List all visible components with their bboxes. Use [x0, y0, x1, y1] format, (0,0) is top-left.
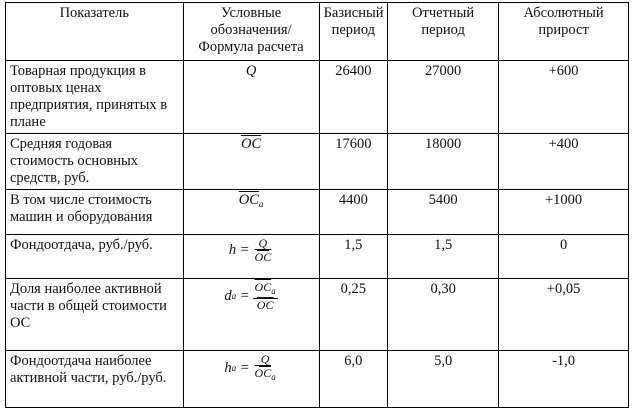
formula: h = $\frac{Q}{OC}$	[228, 236, 272, 264]
row-formula	[183, 351, 319, 408]
formula-lhs: h	[228, 242, 237, 258]
formula-denominator: $\overline{OC}_a$	[254, 366, 276, 382]
formula-lhs-subscript: a	[231, 291, 237, 301]
formula: h a = $\frac{Q}{\overline{OC}_a}$	[224, 352, 276, 382]
row-report: 1,5	[388, 235, 499, 279]
formula-lhs: d	[224, 288, 232, 304]
row-report: 0,30	[388, 279, 499, 351]
formula-numerator: Q	[260, 352, 270, 366]
formula-numerator: $\overline{OC}_a$	[253, 281, 278, 299]
formula-fraction	[253, 237, 274, 264]
symbol-text: Q	[245, 63, 257, 79]
row-report: 27000	[388, 61, 499, 134]
table-row	[6, 235, 629, 279]
header-report-period: Отчетный период	[388, 3, 499, 61]
table-row	[6, 351, 629, 408]
formula-denominator: OC	[256, 298, 274, 312]
header-absolute-growth: Абсолютный прирост	[499, 3, 629, 61]
row-report: 5,0	[388, 351, 499, 408]
row-base: 26400	[319, 61, 388, 134]
formula-fraction	[253, 281, 278, 312]
row-name: Доля наиболее активной части в общей стоимости ОС	[6, 279, 184, 351]
formula-lhs-subscript: a	[231, 363, 237, 373]
row-base: 1,5	[319, 235, 388, 279]
row-formula	[183, 235, 319, 279]
symbol-text: $\overline{OC}$	[238, 192, 259, 208]
row-base: 6,0	[319, 351, 388, 408]
row-report: 5400	[388, 190, 499, 235]
row-growth: +0,05	[499, 279, 629, 351]
row-name: Средняя годовая стоимость основных средств, руб.	[6, 134, 184, 190]
row-growth: +1000	[499, 190, 629, 235]
row-formula	[183, 279, 319, 351]
formula-denominator: OC	[254, 250, 272, 264]
row-base: 17600	[319, 134, 388, 190]
row-report: 18000	[388, 134, 499, 190]
row-growth: -1,0	[499, 351, 629, 408]
table-row	[6, 134, 629, 190]
row-growth: +400	[499, 134, 629, 190]
row-base: 4400	[319, 190, 388, 235]
row-symbol	[183, 61, 319, 134]
row-name: В том числе стоимость машин и оборудования	[6, 190, 184, 235]
formula-fraction	[253, 353, 278, 384]
row-base: 0,25	[319, 279, 388, 351]
table-row	[6, 279, 629, 351]
table-row	[6, 190, 629, 235]
formula-lhs: h	[224, 360, 232, 376]
symbol-subscript: a	[258, 199, 264, 209]
symbol-text: $\overline{OC}$	[240, 136, 262, 152]
formula-numerator: Q	[258, 236, 268, 250]
row-symbol	[183, 190, 319, 235]
row-name: Товарная продукция в оптовых ценах предприятия, принятых в плане	[6, 61, 184, 134]
header-base-period: Базисный период	[319, 3, 388, 61]
row-name: Фондоотдача, руб./руб.	[6, 235, 184, 279]
table-row	[6, 61, 629, 134]
row-symbol	[183, 134, 319, 190]
header-row	[6, 3, 629, 61]
row-name: Фондоотдача наиболее активной части, руб./руб.	[6, 351, 184, 408]
formula: d a = $\frac{\overline{OC}_a}{OC}$	[224, 280, 276, 312]
row-growth: 0	[499, 235, 629, 279]
header-indicator: Показатель	[6, 3, 184, 61]
header-symbol: Условные обозначения/ Формула расчета	[183, 3, 319, 61]
row-growth: +600	[499, 61, 629, 134]
indicators-table	[5, 2, 629, 408]
